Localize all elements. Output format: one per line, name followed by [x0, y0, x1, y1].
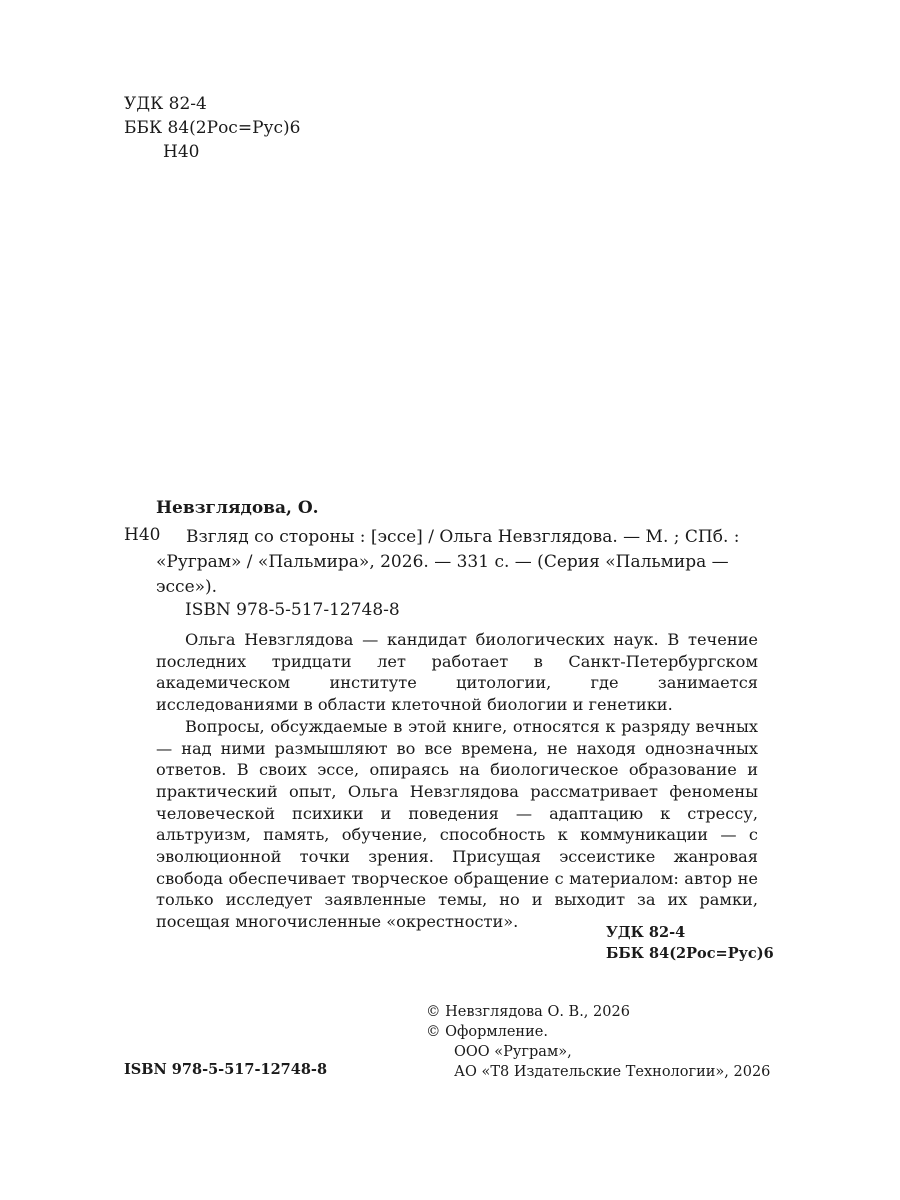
copyright-publisher-1: ООО «Руграм», — [454, 1044, 572, 1060]
footer-udk-code: УДК 82-4 — [606, 924, 686, 941]
annotation-paragraph-1: Ольга Невзглядова — кандидат биологических наук. В течение последних тридцати лет работает в Санкт-Петербургском академическом институте цитологии, где занимается исследованиями в области клеточной биологии и генетики. — [156, 630, 758, 715]
biblio-line-3: эссе»). — [156, 577, 218, 597]
copyright-design: © Оформление. — [426, 1024, 548, 1040]
footer-bbk-code: ББК 84(2Рос=Рус)6 — [606, 945, 774, 962]
annotation-paragraph-2: Вопросы, обсуждаемые в этой книге, относятся к разряду вечных — над ними размышляют во все времена, не находя однозначных ответов. В своих эссе, опираясь на биологическое образование и практический опыт, Ольга Невзглядова рассматривает феномены человеческой психики и поведения — адаптацию к стрессу, альтруизм, память, обучение, способность к коммуникации — с эволюционной точки зрения. Присущая эссеистике жанровая свобода обеспечивает творческое обращение с материалом: автор не только исследует заявленные темы, но и выходит за их рамки, посещая многочисленные «окрестности». — [156, 716, 758, 932]
record-isbn: ISBN 978-5-517-12748-8 — [185, 600, 400, 620]
copyright-block — [426, 1002, 770, 1082]
biblio-line-1: Взгляд со стороны : [эссе] / Ольга Невзглядова. — М. ; СПб. : — [186, 527, 740, 547]
record-author-sign: Н40 — [124, 525, 161, 545]
bibliographic-description — [156, 525, 758, 600]
udk-code: УДК 82-4 — [124, 94, 207, 114]
bbk-code: ББК 84(2Рос=Рус)6 — [124, 118, 301, 138]
annotation — [156, 629, 758, 933]
footer-isbn: ISBN 978-5-517-12748-8 — [124, 1061, 328, 1078]
record-author: Невзглядова, О. — [156, 498, 319, 518]
biblio-line-2: «Руграм» / «Пальмира», 2026. — 331 с. — (Серия «Пальмира — — [156, 552, 729, 572]
author-sign: Н40 — [163, 142, 200, 162]
copyright-publisher-2: АО «Т8 Издательские Технологии», 2026 — [454, 1064, 771, 1080]
copyright-author: © Невзглядова О. В., 2026 — [426, 1004, 630, 1020]
footer-classification — [606, 922, 774, 964]
header-classification — [124, 92, 300, 164]
